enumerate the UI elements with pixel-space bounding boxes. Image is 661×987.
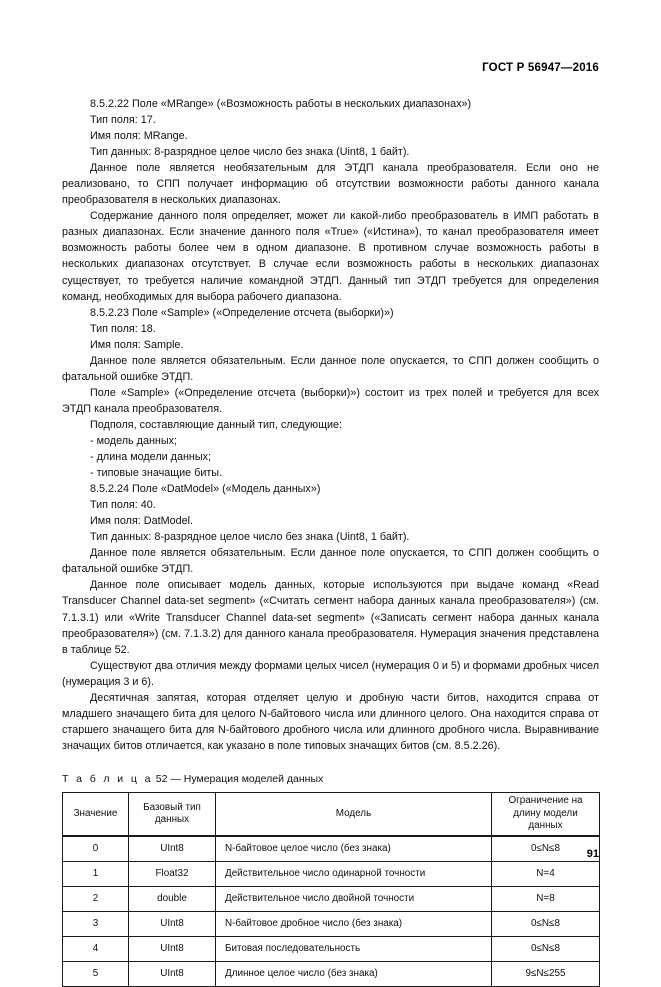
cell-model: Действительное число одинарной точности: [216, 861, 492, 886]
paragraph: Содержание данного поля определяет, может ли какой-либо преобразователь в ИМП работать в разных диапазонах. Если значение данного поля «True» («Истина»), то канал преобразователя имеет возможность работы более чем в одном диапазоне. В противном случае возможность работы в нескольких диапазонах отсутствует. В случае если возможность работы в нескольких диапазонах существует, то требуется наличие командной ЭТДП. Данный тип ЭТДП требуется для определения команд, необходимых для выбора рабочего диапазона.: [62, 210, 599, 303]
column-header-limit: Ограничение на длину модели данных: [492, 792, 600, 836]
page-content: [62, 0, 599, 987]
paragraph: 8.5.2.24 Поле «DatModel» («Модель данных»): [90, 483, 321, 496]
table-header-row: [63, 792, 600, 836]
cell-model: N-байтовое целое число (без знака): [216, 836, 492, 862]
cell-base-type: UInt8: [129, 911, 216, 936]
table-row: [63, 936, 600, 961]
table-row: [63, 911, 600, 936]
cell-model: N-байтовое дробное число (без знака): [216, 911, 492, 936]
paragraph: Существуют два отличия между формами целых чисел (нумерация 0 и 5) и формами дробных чисел (нумерация 3 и 6).: [62, 659, 599, 688]
cell-limit: N=8: [492, 886, 600, 911]
cell-limit: 0≤N≤8: [492, 911, 600, 936]
standard-reference-header: ГОСТ Р 56947—2016: [482, 62, 599, 74]
cell-value: 0: [63, 836, 129, 862]
cell-limit: 9≤N≤255: [492, 961, 600, 986]
list-item: - типовые значащие биты.: [90, 467, 223, 480]
paragraph: Подполя, составляющие данный тип, следующие:: [90, 418, 343, 431]
cell-limit: 0≤N≤8: [492, 836, 600, 862]
paragraph: Данное поле является обязательным. Если данное поле опускается, то СПП должен сообщить о фатальной ошибке ЭТДП.: [62, 354, 599, 383]
paragraph: Тип данных: 8-разрядное целое число без знака (Uint8, 1 байт).: [90, 146, 410, 159]
column-header-base-type: Базовый тип данных: [129, 792, 216, 836]
paragraph: Данное поле является обязательным. Если данное поле опускается, то СПП должен сообщить о фатальной ошибке ЭТДП.: [62, 547, 599, 576]
paragraph: Тип поля: 40.: [90, 499, 156, 512]
cell-base-type: UInt8: [129, 936, 216, 961]
column-header-value: Значение: [63, 792, 129, 836]
cell-base-type: Float32: [129, 861, 216, 886]
cell-base-type: UInt8: [129, 836, 216, 862]
paragraph: Имя поля: MRange.: [90, 130, 188, 143]
cell-limit: 0≤N≤8: [492, 936, 600, 961]
cell-value: 1: [63, 861, 129, 886]
table-row: [63, 886, 600, 911]
paragraph: Тип поля: 18.: [90, 322, 156, 335]
cell-limit: N=4: [492, 861, 600, 886]
cell-value: 3: [63, 911, 129, 936]
cell-value: 5: [63, 961, 129, 986]
list-item: - модель данных;: [90, 434, 178, 447]
page-number: 91: [586, 848, 599, 860]
cell-value: 2: [63, 886, 129, 911]
table-caption-label: Т а б л и ц а: [62, 772, 153, 785]
table-caption: [62, 773, 599, 785]
cell-model: Действительное число двойной точности: [216, 886, 492, 911]
column-header-model: Модель: [216, 792, 492, 836]
paragraph: Данное поле описывает модель данных, которые используются при выдаче команд «Read Transducer Channel data-set segment» («Считать сегмент набора данных канала преобразователя») (см. 7.1.3.1) или «Write Transducer Channel data-set segment» («Записать сегмент набора данных канала преобразователя») (см. 7.1.3.2) для данного канала преобразователя. Нумерация значения представлена в таблице 52.: [62, 579, 599, 656]
table-row: [63, 836, 600, 862]
data-models-table: [62, 792, 600, 987]
cell-value: 4: [63, 936, 129, 961]
cell-base-type: UInt8: [129, 961, 216, 986]
paragraph: Имя поля: DatModel.: [90, 515, 193, 528]
body-text: [62, 96, 599, 754]
paragraph: Поле «Sample» («Определение отсчета (выборки)») состоит из трех полей и требуется для всех ЭТДП канала преобразователя.: [62, 386, 599, 415]
paragraph: 8.5.2.23 Поле «Sample» («Определение отсчета (выборки)»): [90, 306, 394, 319]
table-body: [63, 836, 600, 987]
cell-model: Длинное целое число (без знака): [216, 961, 492, 986]
paragraph: Имя поля: Sample.: [90, 338, 184, 351]
table-row: [63, 861, 600, 886]
table-caption-text: 52 — Нумерация моделей данных: [155, 772, 324, 785]
paragraph: Тип поля: 17.: [90, 114, 156, 127]
paragraph: 8.5.2.22 Поле «MRange» («Возможность работы в нескольких диапазонах»): [90, 98, 472, 110]
list-item: - длина модели данных;: [90, 451, 212, 464]
paragraph: Десятичная запятая, которая отделяет целую и дробную части битов, находится справа от младшего значащего бита для целого N-байтового числа или длинного целого. Она находится справа от старшего значащего бита для N-байтового дробного числа или длинного дробного числа. Выравнивание значащих битов отличается, как указано в поле типовых значащих битов (см. 8.5.2.26).: [62, 691, 599, 752]
table-header: [63, 792, 600, 836]
table-row: [63, 961, 600, 986]
paragraph: Данное поле является необязательным для ЭТДП канала преобразователя. Если оно не реализовано, то СПП получает информацию об отсутствии возможности работы данного канала преобразователя в нескольких диапазонах.: [62, 162, 599, 207]
cell-model: Битовая последовательность: [216, 936, 492, 961]
paragraph: Тип данных: 8-разрядное целое число без знака (Uint8, 1 байт).: [90, 531, 410, 544]
cell-base-type: double: [129, 886, 216, 911]
